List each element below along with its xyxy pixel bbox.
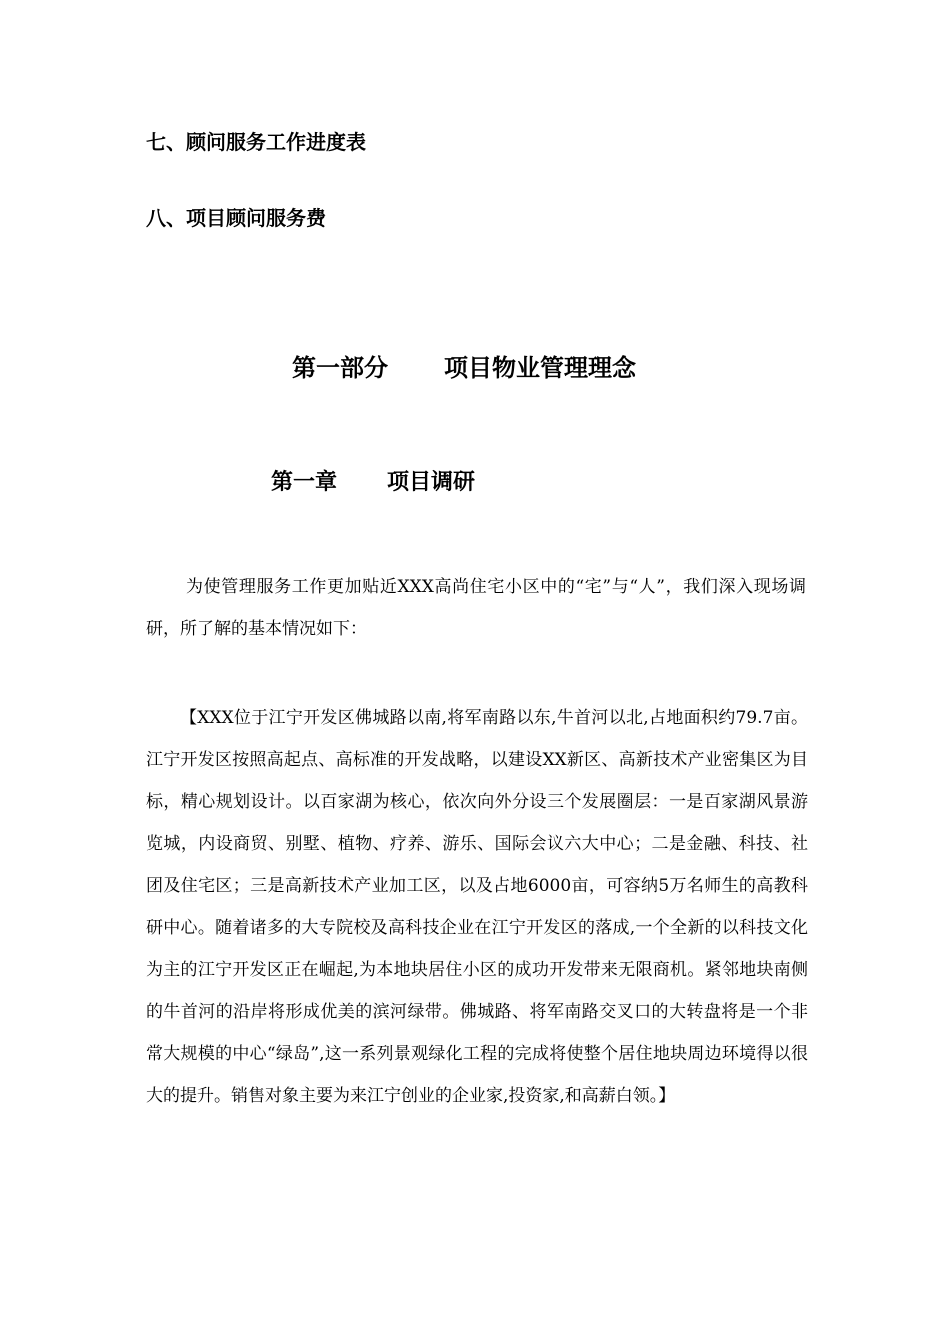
intro-paragraph: 为使管理服务工作更加贴近XXX高尚住宅小区中的“宅”与“人”，我们深入现场调研，所了解的基本情况如下： bbox=[146, 577, 806, 639]
chapter-label: 第一章 bbox=[271, 470, 338, 495]
chapter-title: 项目调研 bbox=[387, 470, 476, 495]
toc-item-8: 八、项目顾问服务费 bbox=[146, 206, 326, 230]
chapter-heading bbox=[271, 468, 475, 498]
survey-paragraph: 【XXX位于江宁开发区佛城路以南,将军南路以东,牛首河以北,占地面积约79.7亩。江宁开发区按照高起点、高标准的开发战略，以建设XX新区、高新技术产业密集区为目标，精心规划设计。以百家湖为核心，依次向外分设三个发展圈层：一是百家湖风景游览城，内设商贸、别墅、植物、疗养、游乐、国际会议六大中心；二是金融、科技、社团及住宅区；三是高新技术产业加工区，以及占地6000亩，可容纳5万名师生的高教科研中心。随着诸多的大专院校及高科技企业在江宁开发区的落成,一个全新的以科技文化为主的江宁开发区正在崛起,为本地块居住小区的成功开发带来无限商机。紧邻地块南侧的牛首河的沿岸将形成优美的滨河绿带。佛城路、将军南路交叉口的大转盘将是一个非常大规模的中心“绿岛”,这一系列景观绿化工程的完成将使整个居住地块周边环境得以很大的提升。销售对象主要为来江宁创业的企业家,投资家,和高薪白领。】 bbox=[146, 708, 808, 1106]
part-title: 项目物业管理理念 bbox=[444, 354, 636, 382]
part-heading bbox=[292, 352, 636, 384]
toc-item-7: 七、顾问服务工作进度表 bbox=[146, 130, 366, 154]
part-label: 第一部分 bbox=[292, 354, 388, 382]
